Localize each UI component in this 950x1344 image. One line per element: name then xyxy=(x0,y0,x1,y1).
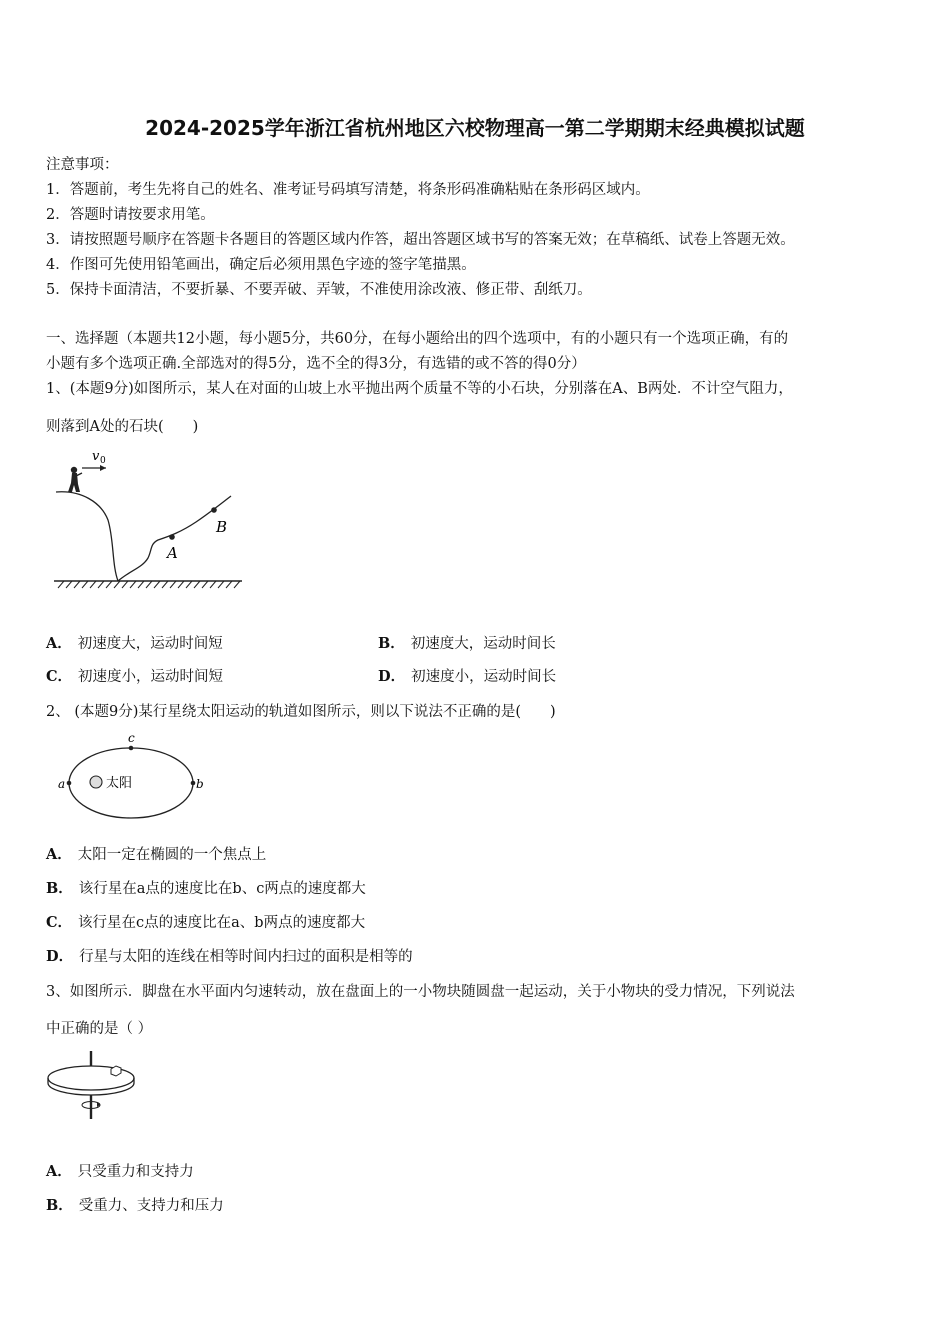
q1-option-a: A． 初速度大，运动时间短 xyxy=(46,635,223,652)
notice-heading: 注意事项： xyxy=(46,157,119,173)
q2-option-d: D． 行星与太阳的连线在相等时间内扫过的面积是相等的 xyxy=(46,948,413,965)
q2-option-c: C． 该行星在c点的速度比在a、b两点的速度都大 xyxy=(46,914,366,931)
notice-item: 1．答题前，考生先将自己的姓名、准考证号码填写清楚，将条形码准确粘贴在条形码区域内。 xyxy=(46,182,650,198)
section-instruction: 一、选择题（本题共12小题，每小题5分，共60分，在每小题给出的四个选项中，有的小题只有一个选项正确，有的 xyxy=(46,331,789,347)
q2-option-a: A． 太阳一定在椭圆的一个焦点上 xyxy=(46,846,267,863)
sun-label: 太阳 xyxy=(106,776,133,791)
q3-option-a: A． 只受重力和支持力 xyxy=(46,1163,194,1180)
question-3-figure xyxy=(44,1045,144,1125)
velocity-subscript: 0 xyxy=(100,456,106,466)
question-2-stem: 2、 (本题9分)某行星绕太阳运动的轨道如图所示，则以下说法不正确的是( ) xyxy=(46,704,556,720)
question-1-stem: 1、(本题9分)如图所示，某人在对面的山坡上水平抛出两个质量不等的小石块，分别落在A、B两处．不计空气阻力， xyxy=(46,381,793,397)
point-c-label: c xyxy=(128,731,135,745)
q1-option-b: B． 初速度大，运动时间长 xyxy=(378,635,556,652)
question-3-stem: 3、如图所示．脚盘在水平面内匀速转动，放在盘面上的一小物块随圆盘一起运动，关于小物块的受力情况，下列说法 xyxy=(46,984,795,1000)
notice-item: 5．保持卡面清洁，不要折暴、不要弄破、弄皱，不准使用涂改液、修正带、刮纸刀。 xyxy=(46,282,592,298)
notice-item: 3．请按照题号顺序在答题卡各题目的答题区域内作答，超出答题区域书写的答案无效；在草稿纸、试卷上答题无效。 xyxy=(46,232,795,248)
point-b-label: B xyxy=(216,518,228,536)
q1-option-c: C． 初速度小，运动时间短 xyxy=(46,668,224,685)
page-title: 2024-2025学年浙江省杭州地区六校物理高一第二学期期末经典模拟试题 xyxy=(145,116,805,140)
point-a-label: a xyxy=(58,777,66,791)
section-instruction: 小题有多个选项正确.全部选对的得5分，选不全的得3分，有选错的或不答的得0分） xyxy=(46,356,586,372)
question-1-stem: 则落到A处的石块( ) xyxy=(46,419,199,435)
notice-item: 4．作图可先使用铅笔画出，确定后必须用黑色字迹的签字笔描黑。 xyxy=(46,257,476,273)
velocity-label: v xyxy=(92,449,100,464)
point-a-label: A xyxy=(167,544,178,562)
question-3-stem: 中正确的是（ ） xyxy=(46,1021,153,1037)
notice-item: 2．答题时请按要求用笔。 xyxy=(46,207,215,223)
question-1-figure xyxy=(46,440,256,595)
q1-option-d: D． 初速度小，运动时间长 xyxy=(378,668,557,685)
question-2-figure xyxy=(56,730,216,820)
point-b-label: b xyxy=(196,777,204,791)
q3-option-b: B． 受重力、支持力和压力 xyxy=(46,1197,224,1214)
q2-option-b: B． 该行星在a点的速度比在b、c两点的速度都大 xyxy=(46,880,366,897)
